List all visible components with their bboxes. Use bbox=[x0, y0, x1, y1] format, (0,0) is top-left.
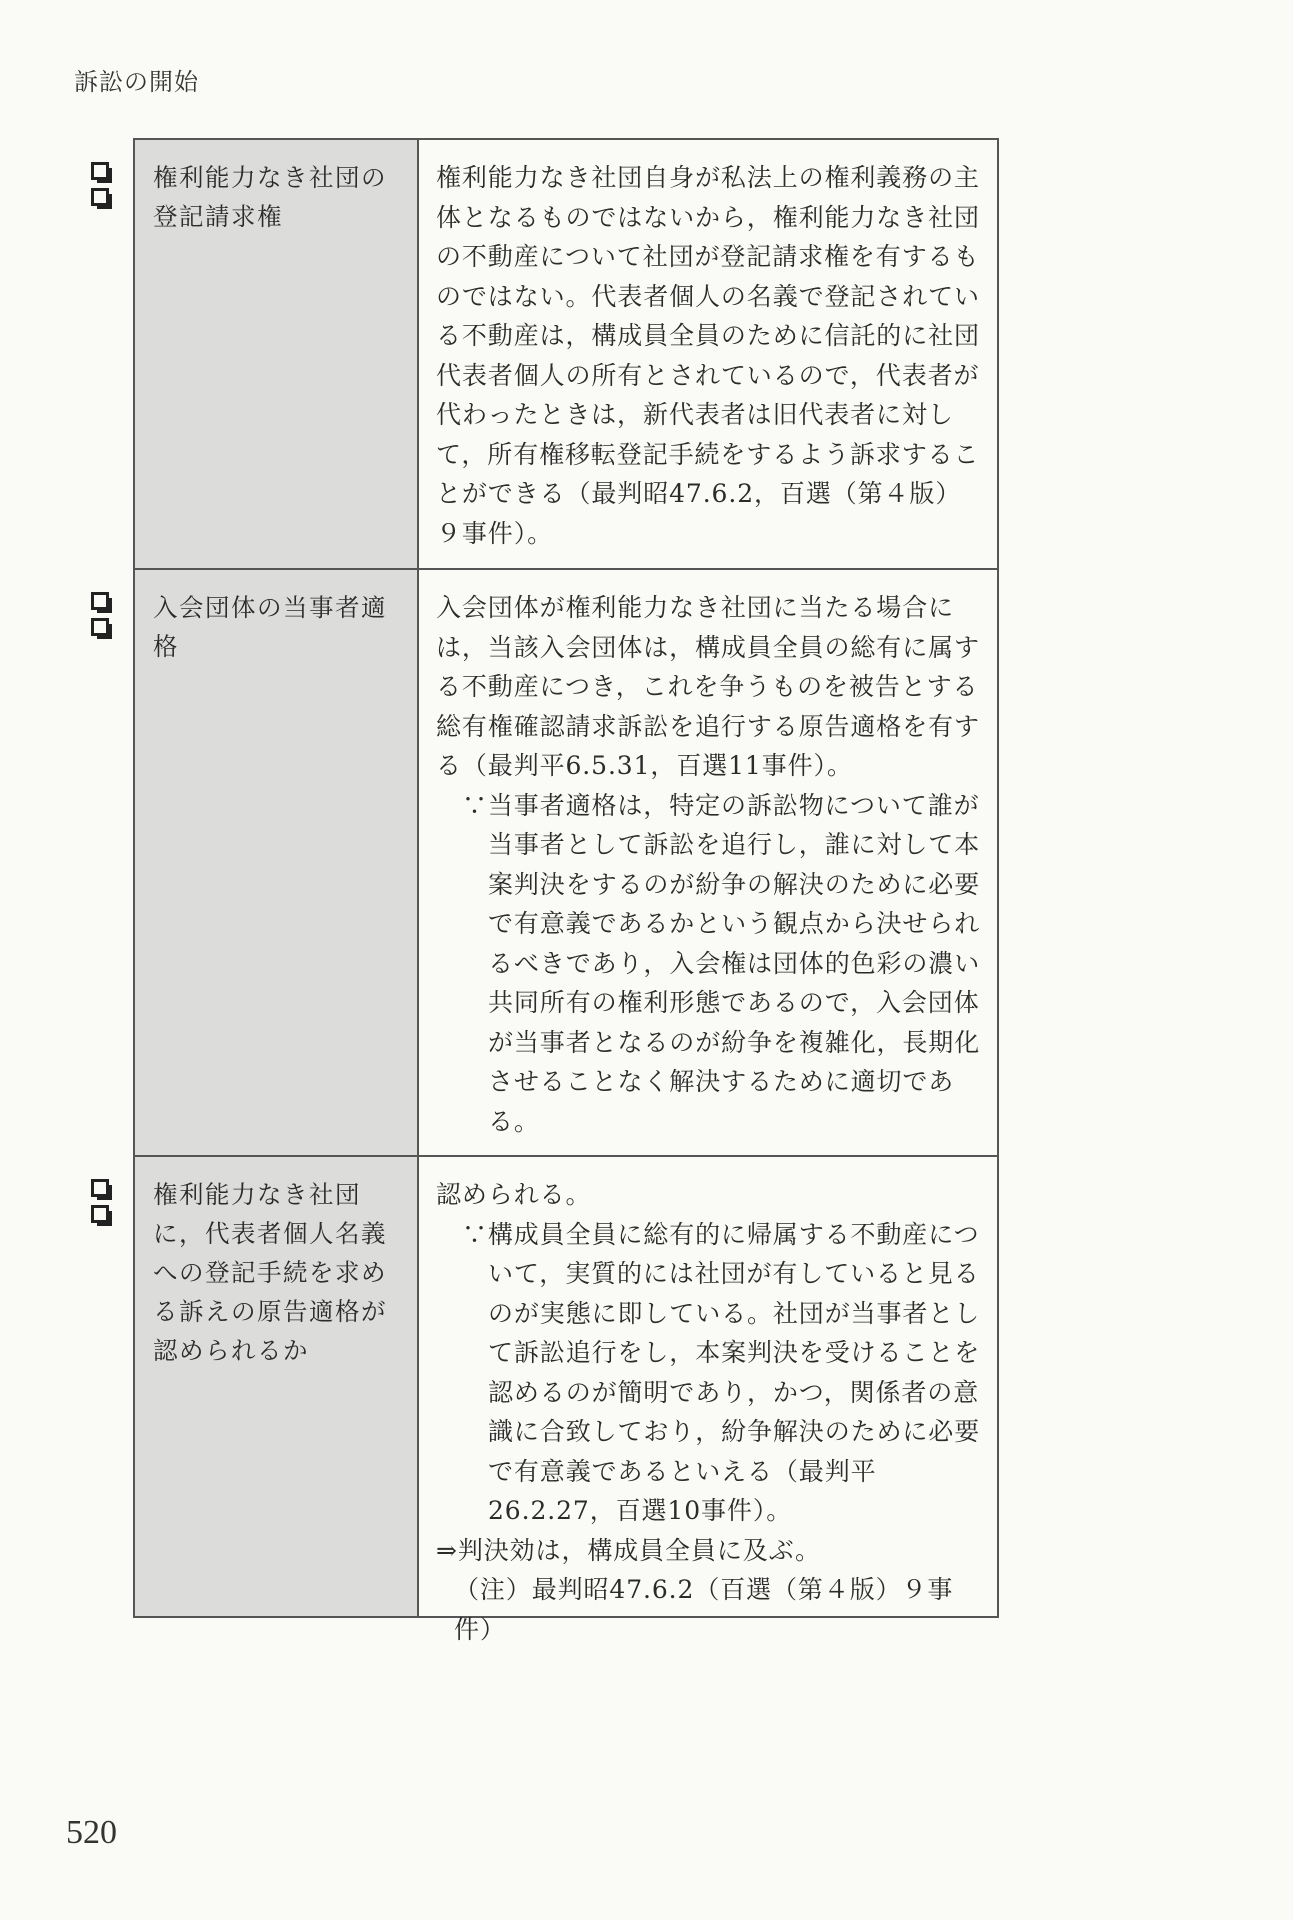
review-checkboxes bbox=[91, 1179, 113, 1231]
review-checkboxes bbox=[91, 162, 113, 214]
checkbox-icon[interactable] bbox=[91, 188, 109, 206]
reason-paragraph: ∵当事者適格は，特定の訴訟物について誰が当事者として訴訟を追行し，誰に対して本案判決をするのが紛争の解決のために必要で有意義であるかという観点から決せられるべきであり，入会権は団体的色彩の濃い共同所有の権利形態であるので，入会団体が当事者となるのが紛争を複雑化，長期化させることなく解決するために適切である。 bbox=[462, 790, 981, 1136]
summary-table bbox=[133, 138, 999, 1644]
term-cell: 権利能力なき社団に，代表者個人名義への登記手続を求める訴えの原告適格が認められるか bbox=[135, 1157, 419, 1616]
running-head: 訴訟の開始 bbox=[74, 68, 199, 96]
reason-paragraph: ∵構成員全員に総有的に帰属する不動産について，実質的には社団が有していると見るのが実態に即している。社団が当事者として訴訟追行をし，本案判決を受けることを認めるのが簡明であり，かつ，関係者の意識に合致しており，紛争解決のために必要で有意義であるといえる（最判平26.2.27，百選10事件）。 bbox=[462, 1219, 981, 1525]
note-paragraph: （注）最判昭47.6.2（百選（第４版）９事件） bbox=[454, 1575, 954, 1644]
checkbox-icon[interactable] bbox=[91, 1205, 109, 1223]
description-paragraph: 入会団体が権利能力なき社団に当たる場合には，当該入会団体は，構成員全員の総有に属する不動産につき，これを争うものを被告とする総有権確認請求訴訟を追行する原告適格を有する（最判平6.5.31，百選11事件）。 bbox=[436, 593, 980, 780]
table-row bbox=[135, 570, 997, 1157]
description-paragraph: 認められる。 bbox=[436, 1180, 592, 1209]
term-cell: 権利能力なき社団の登記請求権 bbox=[135, 140, 419, 568]
table-row bbox=[135, 1157, 997, 1644]
page-number: 520 bbox=[66, 1814, 117, 1851]
description-paragraph: 権利能力なき社団自身が私法上の権利義務の主体となるものではないから，権利能力なき社団の不動産について社団が登記請求権を有するものではない。代表者個人の名義で登記されている不動産は，構成員全員のために信託的に社団代表者個人の所有とされているので，代表者が代わったときは，新代表者は旧代表者に対して，所有権移転登記手続をするよう訴求することができる（最判昭47.6.2，百選（第４版）９事件）。 bbox=[436, 163, 980, 548]
description-cell bbox=[419, 140, 997, 568]
review-checkboxes bbox=[91, 592, 113, 644]
checkbox-icon[interactable] bbox=[91, 618, 109, 636]
description-cell bbox=[419, 570, 997, 1155]
table-row bbox=[135, 140, 997, 570]
checkbox-icon[interactable] bbox=[91, 162, 109, 180]
checkbox-icon[interactable] bbox=[91, 592, 109, 610]
conclusion-paragraph: ⇒判決効は，構成員全員に及ぶ。 bbox=[436, 1535, 821, 1565]
checkbox-icon[interactable] bbox=[91, 1179, 109, 1197]
term-cell: 入会団体の当事者適格 bbox=[135, 570, 419, 1155]
description-cell bbox=[419, 1157, 997, 1644]
